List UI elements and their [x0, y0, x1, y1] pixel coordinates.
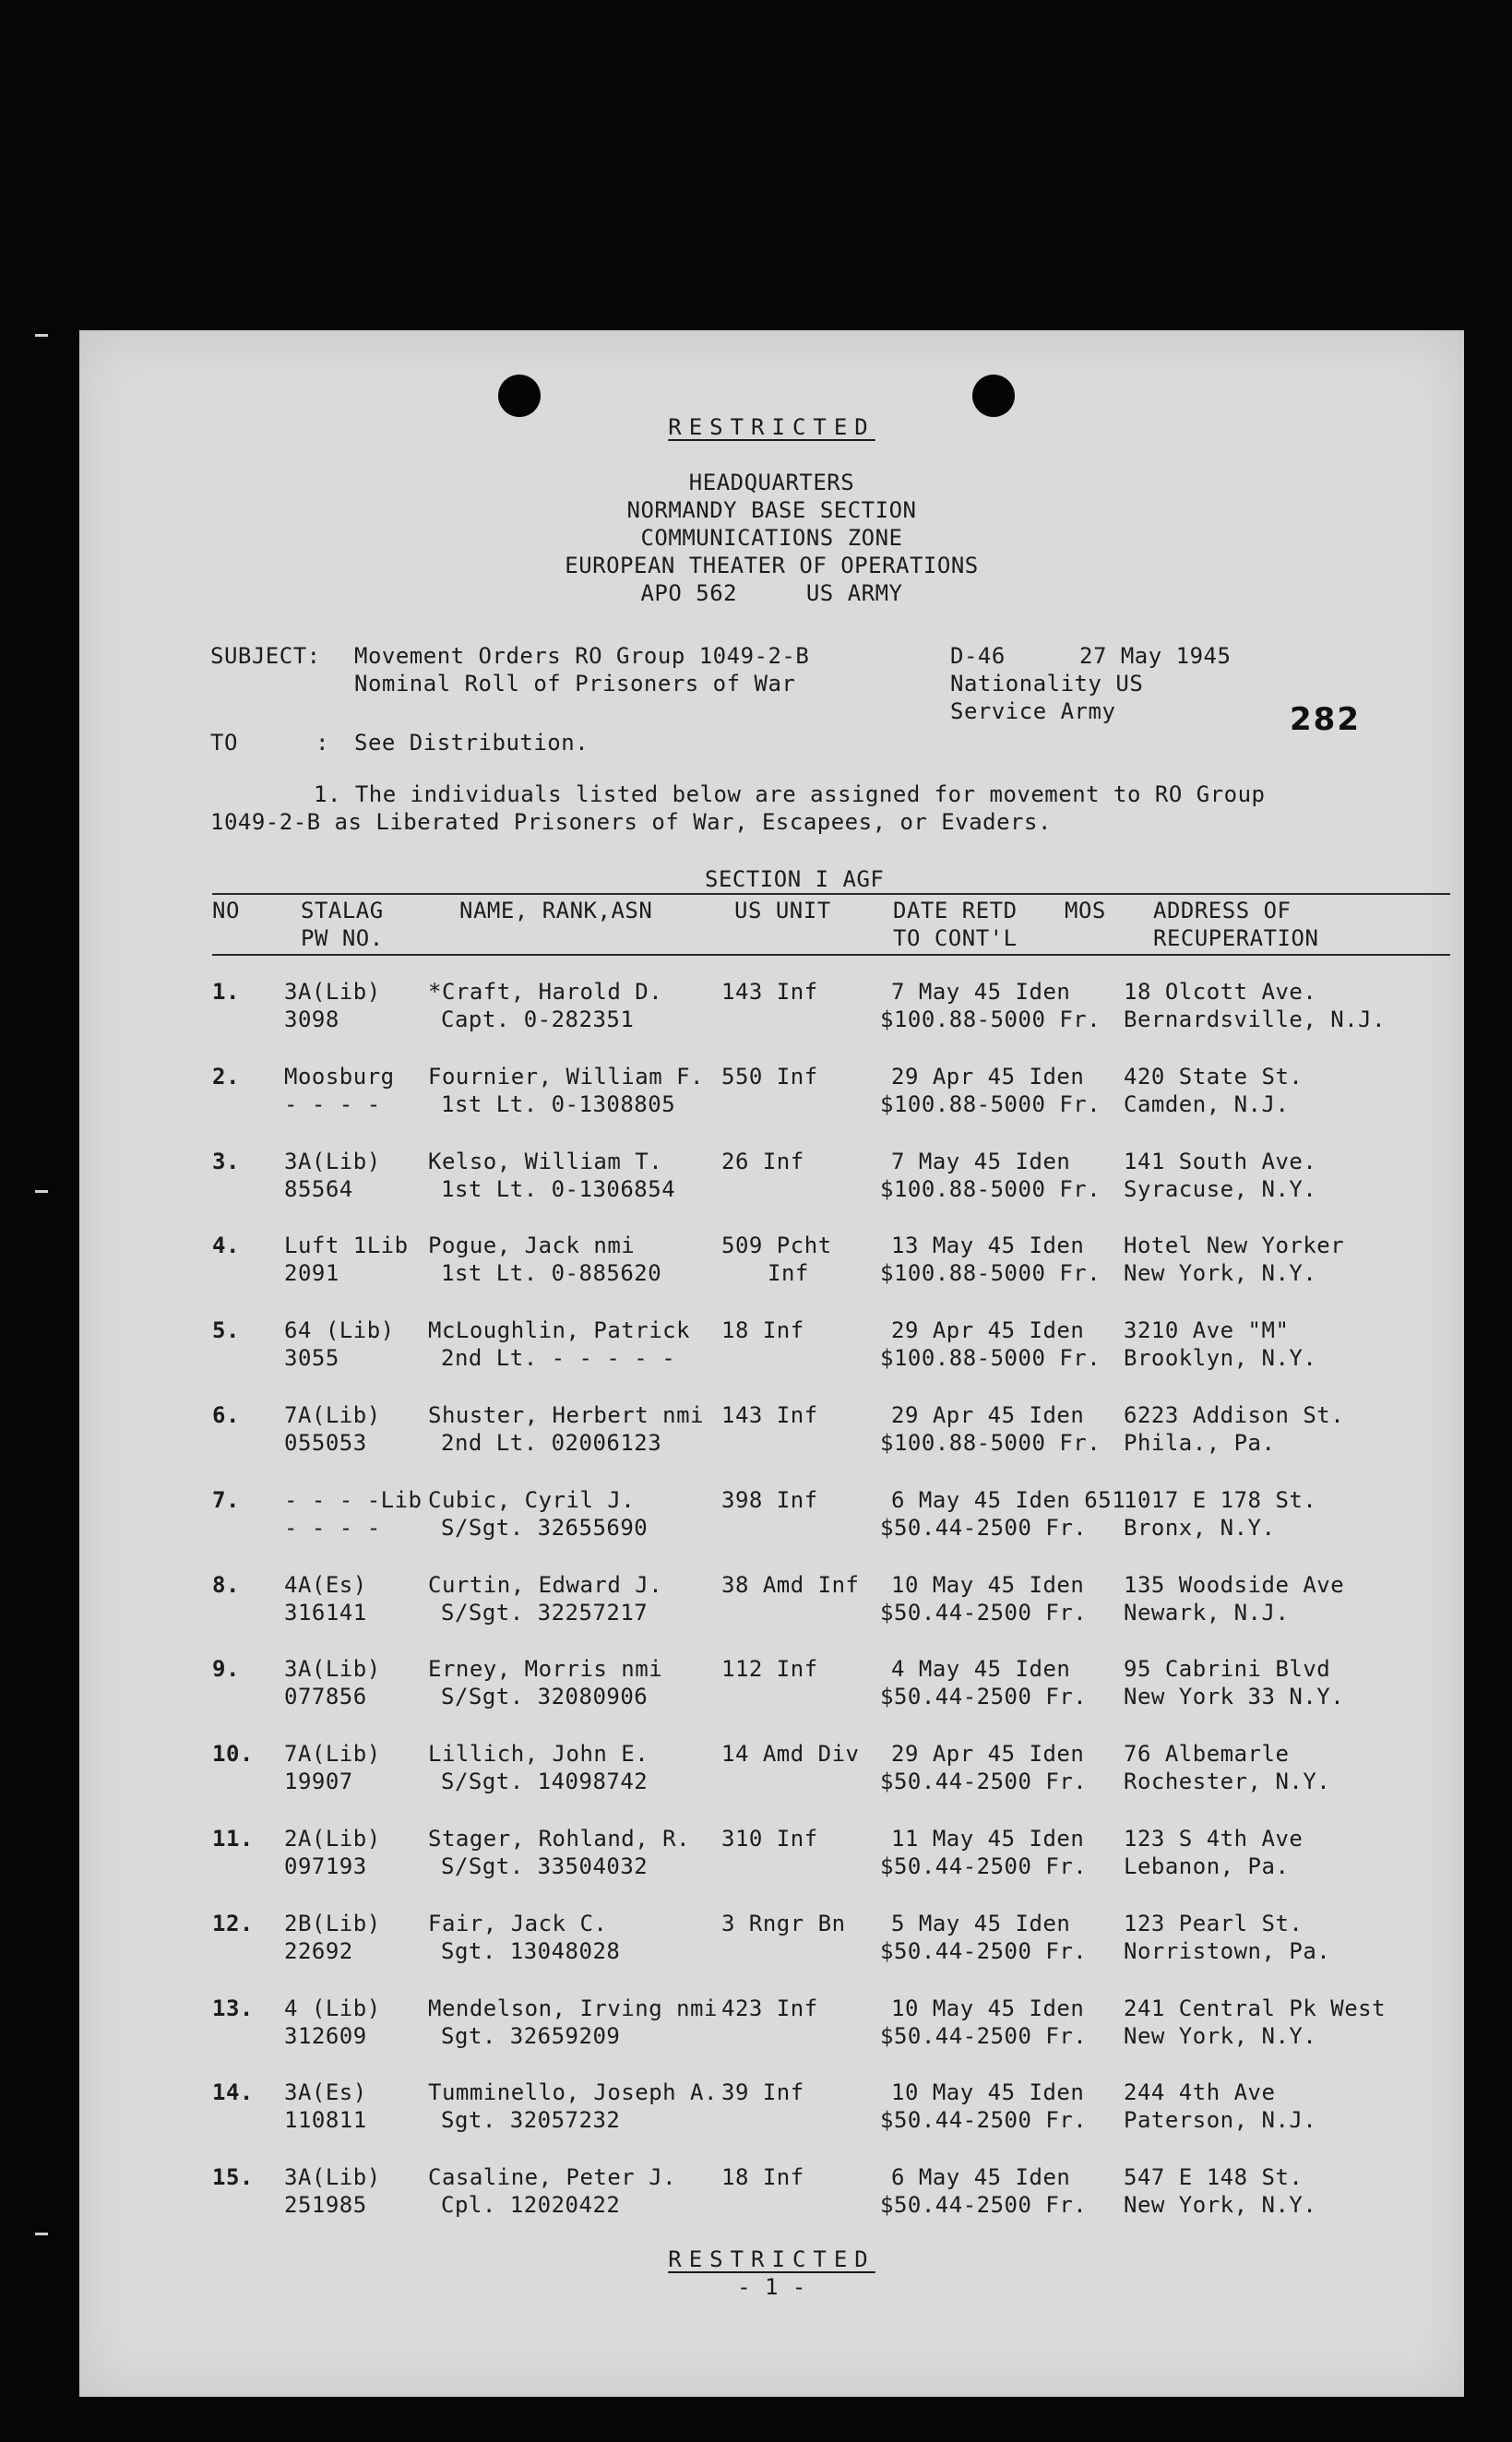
row-rank-asn: 1st Lt. 0-1306854: [441, 1176, 676, 1202]
row-rank-asn: 1st Lt. 0-1308805: [441, 1091, 676, 1117]
row-stalag: 2A(Lib): [284, 1826, 381, 1852]
row-unit: 398 Inf: [721, 1487, 818, 1513]
row-pw-number: 055053: [284, 1430, 367, 1456]
row-number: 2.: [212, 1064, 240, 1090]
row-address-1: 76 Albemarle: [1124, 1741, 1290, 1767]
row-number: 6.: [212, 1402, 240, 1428]
row-address-2: Paterson, N.J.: [1124, 2107, 1317, 2133]
column-name: NAME, RANK,ASN: [459, 898, 653, 923]
row-pw-number: - - - -: [284, 1091, 381, 1117]
row-unit: 38 Amd Inf: [721, 1572, 860, 1598]
row-payment: $50.44-2500 Fr.: [880, 1600, 1088, 1626]
row-date-returned: 29 Apr 45 Iden: [891, 1064, 1085, 1090]
row-address-1: 135 Woodside Ave: [1124, 1572, 1345, 1598]
row-address-2: Newark, N.J.: [1124, 1600, 1290, 1626]
punch-hole-right: [972, 375, 1015, 417]
row-pw-number: 3098: [284, 1007, 339, 1032]
row-rank-asn: S/Sgt. 32655690: [441, 1515, 649, 1541]
subject-label: SUBJECT:: [210, 643, 321, 669]
row-date-returned: 5 May 45 Iden: [891, 1911, 1071, 1936]
row-address-2: Bernardsville, N.J.: [1124, 1007, 1387, 1032]
table-top-rule: [212, 893, 1450, 895]
row-rank-asn: 2nd Lt. 02006123: [441, 1430, 662, 1456]
subject-line-1: Movement Orders RO Group 1049-2-B: [354, 643, 810, 669]
row-address-2: Norristown, Pa.: [1124, 1938, 1331, 1964]
classification-top: RESTRICTED: [668, 414, 875, 440]
row-payment: $50.44-2500 Fr.: [880, 1769, 1088, 1794]
row-name: Kelso, William T.: [428, 1149, 663, 1174]
row-stalag: 64 (Lib): [284, 1317, 395, 1343]
subject-line-2: Nominal Roll of Prisoners of War: [354, 671, 796, 697]
row-date-returned: 4 May 45 Iden: [891, 1656, 1071, 1682]
to-colon: :: [315, 730, 329, 756]
row-number: 13.: [212, 1995, 254, 2021]
column-address: ADDRESS OF: [1153, 898, 1292, 923]
hq-line: HEADQUARTERS: [688, 470, 855, 495]
row-rank-asn: Sgt. 32057232: [441, 2107, 621, 2133]
to-value: See Distribution.: [354, 730, 589, 756]
row-name: Fournier, William F.: [428, 1064, 704, 1090]
column-stalag: STALAG: [301, 898, 384, 923]
row-name: Curtin, Edward J.: [428, 1572, 663, 1598]
column-no: NO: [212, 898, 240, 923]
row-rank-asn: S/Sgt. 14098742: [441, 1769, 649, 1794]
row-unit: 3 Rngr Bn: [721, 1911, 846, 1936]
row-pw-number: 077856: [284, 1684, 367, 1709]
row-payment: $100.88-5000 Fr.: [880, 1260, 1101, 1286]
row-name: *Craft, Harold D.: [428, 979, 663, 1005]
row-pw-number: - - - -: [284, 1515, 381, 1541]
row-number: 11.: [212, 1826, 254, 1852]
row-payment: $100.88-5000 Fr.: [880, 1430, 1101, 1456]
row-date-returned: 7 May 45 Iden: [891, 979, 1071, 1005]
row-date-returned: 7 May 45 Iden: [891, 1149, 1071, 1174]
row-payment: $50.44-2500 Fr.: [880, 1853, 1088, 1879]
row-name: Tumminello, Joseph A.: [428, 2079, 718, 2105]
row-address-1: 95 Cabrini Blvd: [1124, 1656, 1331, 1682]
hq-line: COMMUNICATIONS ZONE: [640, 525, 903, 551]
row-stalag: 3A(Lib): [284, 979, 381, 1005]
row-address-2: New York, N.Y.: [1124, 1260, 1317, 1286]
left-margin-tick: [35, 2233, 48, 2235]
row-unit: 143 Inf: [721, 1402, 818, 1428]
column-date-2: TO CONT'L: [893, 925, 1018, 951]
row-number: 14.: [212, 2079, 254, 2105]
row-payment: $100.88-5000 Fr.: [880, 1091, 1101, 1117]
row-number: 15.: [212, 2164, 254, 2190]
row-number: 10.: [212, 1741, 254, 1767]
row-address-1: 141 South Ave.: [1124, 1149, 1317, 1174]
row-pw-number: 22692: [284, 1938, 353, 1964]
row-payment: $50.44-2500 Fr.: [880, 2107, 1088, 2133]
row-unit: 14 Amd Div: [721, 1741, 860, 1767]
row-unit: 39 Inf: [721, 2079, 804, 2105]
row-payment: $100.88-5000 Fr.: [880, 1007, 1101, 1032]
row-rank-asn: S/Sgt. 32257217: [441, 1600, 649, 1626]
row-payment: $50.44-2500 Fr.: [880, 2023, 1088, 2049]
row-number: 4.: [212, 1233, 240, 1258]
row-unit: 509 Pcht: [721, 1233, 832, 1258]
row-address-1: 6223 Addison St.: [1124, 1402, 1345, 1428]
row-date-returned: 10 May 45 Iden: [891, 1995, 1085, 2021]
row-number: 9.: [212, 1656, 240, 1682]
section-title: SECTION I AGF: [705, 866, 885, 892]
row-unit-cont: Inf: [768, 1260, 809, 1286]
row-stalag: Moosburg: [284, 1064, 395, 1090]
row-address-1: 420 State St.: [1124, 1064, 1304, 1090]
row-date-returned: 13 May 45 Iden: [891, 1233, 1085, 1258]
row-name: Shuster, Herbert nmi: [428, 1402, 704, 1428]
row-address-1: Hotel New Yorker: [1124, 1233, 1345, 1258]
row-address-2: Syracuse, N.Y.: [1124, 1176, 1317, 1202]
row-name: Pogue, Jack nmi: [428, 1233, 636, 1258]
row-address-1: 1017 E 178 St.: [1124, 1487, 1317, 1513]
row-unit: 18 Inf: [721, 2164, 804, 2190]
row-number: 1.: [212, 979, 240, 1005]
row-rank-asn: Cpl. 12020422: [441, 2192, 621, 2218]
to-label: TO: [210, 730, 238, 756]
left-margin-tick: [35, 334, 48, 337]
row-pw-number: 2091: [284, 1260, 339, 1286]
document-page: [79, 330, 1464, 2397]
row-pw-number: 3055: [284, 1345, 339, 1371]
row-number: 8.: [212, 1572, 240, 1598]
row-name: McLoughlin, Patrick: [428, 1317, 691, 1343]
table-header-rule: [212, 954, 1450, 956]
row-name: Stager, Rohland, R.: [428, 1826, 691, 1852]
row-pw-number: 110811: [284, 2107, 367, 2133]
row-pw-number: 097193: [284, 1853, 367, 1879]
row-address-1: 123 Pearl St.: [1124, 1911, 1304, 1936]
row-unit: 423 Inf: [721, 1995, 818, 2021]
column-pw-no: PW NO.: [301, 925, 384, 951]
row-address-2: New York, N.Y.: [1124, 2192, 1317, 2218]
row-unit: 112 Inf: [721, 1656, 818, 1682]
hq-line: APO 562 US ARMY: [640, 580, 903, 606]
row-pw-number: 316141: [284, 1600, 367, 1626]
row-address-1: 3210 Ave "M": [1124, 1317, 1290, 1343]
row-stalag: Luft 1Lib: [284, 1233, 409, 1258]
row-address-1: 244 4th Ave: [1124, 2079, 1276, 2105]
row-pw-number: 251985: [284, 2192, 367, 2218]
row-number: 5.: [212, 1317, 240, 1343]
row-date-returned: 10 May 45 Iden: [891, 2079, 1085, 2105]
row-payment: $50.44-2500 Fr.: [880, 1938, 1088, 1964]
row-pw-number: 85564: [284, 1176, 353, 1202]
row-unit: 143 Inf: [721, 979, 818, 1005]
row-address-1: 123 S 4th Ave: [1124, 1826, 1304, 1852]
row-rank-asn: Capt. 0-282351: [441, 1007, 635, 1032]
paragraph-line-1: 1. The individuals listed below are assigned for movement to RO Group: [314, 781, 1266, 807]
paragraph-line-2: 1049-2-B as Liberated Prisoners of War, Escapees, or Evaders.: [210, 809, 1052, 835]
row-number: 3.: [212, 1149, 240, 1174]
row-address-1: 241 Central Pk West: [1124, 1995, 1387, 2021]
row-stalag: - - - -Lib: [284, 1487, 423, 1513]
column-unit: US UNIT: [734, 898, 831, 923]
row-stalag: 3A(Lib): [284, 2164, 381, 2190]
row-address-2: Camden, N.J.: [1124, 1091, 1290, 1117]
row-address-2: New York 33 N.Y.: [1124, 1684, 1345, 1709]
row-pw-number: 312609: [284, 2023, 367, 2049]
row-address-1: 18 Olcott Ave.: [1124, 979, 1317, 1005]
stamped-page-number: 282: [1290, 701, 1361, 738]
row-rank-asn: Sgt. 13048028: [441, 1938, 621, 1964]
row-stalag: 2B(Lib): [284, 1911, 381, 1936]
row-name: Fair, Jack C.: [428, 1911, 608, 1936]
punch-hole-left: [498, 375, 541, 417]
row-name: Cubic, Cyril J.: [428, 1487, 636, 1513]
row-payment: $50.44-2500 Fr.: [880, 1684, 1088, 1709]
row-date-returned: 29 Apr 45 Iden: [891, 1317, 1085, 1343]
row-date-returned: 6 May 45 Iden: [891, 2164, 1071, 2190]
row-stalag: 3A(Lib): [284, 1656, 381, 1682]
document-date: 27 May 1945: [1079, 643, 1232, 669]
row-address-2: Lebanon, Pa.: [1124, 1853, 1290, 1879]
row-date-returned: 6 May 45 Iden 651: [891, 1487, 1126, 1513]
row-name: Casaline, Peter J.: [428, 2164, 677, 2190]
row-payment: $100.88-5000 Fr.: [880, 1176, 1101, 1202]
column-date: DATE RETD: [893, 898, 1018, 923]
row-address-2: Phila., Pa.: [1124, 1430, 1276, 1456]
column-mos: MOS: [1065, 898, 1106, 923]
row-date-returned: 29 Apr 45 Iden: [891, 1402, 1085, 1428]
row-stalag: 3A(Lib): [284, 1149, 381, 1174]
hq-line: NORMANDY BASE SECTION: [626, 497, 917, 523]
row-stalag: 4 (Lib): [284, 1995, 381, 2021]
row-rank-asn: 1st Lt. 0-885620: [441, 1260, 662, 1286]
row-address-2: New York, N.Y.: [1124, 2023, 1317, 2049]
row-stalag: 4A(Es): [284, 1572, 367, 1598]
column-address-2: RECUPERATION: [1153, 925, 1319, 951]
row-payment: $50.44-2500 Fr.: [880, 2192, 1088, 2218]
row-date-returned: 11 May 45 Iden: [891, 1826, 1085, 1852]
row-address-2: Rochester, N.Y.: [1124, 1769, 1331, 1794]
page-footer-number: - 1 -: [737, 2274, 806, 2300]
classification-bottom: RESTRICTED: [668, 2246, 875, 2272]
row-name: Mendelson, Irving nmi: [428, 1995, 718, 2021]
row-pw-number: 19907: [284, 1769, 353, 1794]
row-number: 12.: [212, 1911, 254, 1936]
service: Service Army: [950, 698, 1116, 724]
left-margin-tick: [35, 1190, 48, 1193]
row-address-2: Brooklyn, N.Y.: [1124, 1345, 1317, 1371]
row-payment: $50.44-2500 Fr.: [880, 1515, 1088, 1541]
row-name: Erney, Morris nmi: [428, 1656, 663, 1682]
row-address-1: 547 E 148 St.: [1124, 2164, 1304, 2190]
row-date-returned: 10 May 45 Iden: [891, 1572, 1085, 1598]
row-rank-asn: S/Sgt. 33504032: [441, 1853, 649, 1879]
row-stalag: 7A(Lib): [284, 1402, 381, 1428]
row-unit: 310 Inf: [721, 1826, 818, 1852]
row-name: Lillich, John E.: [428, 1741, 649, 1767]
hq-line: EUROPEAN THEATER OF OPERATIONS: [565, 553, 979, 578]
row-rank-asn: 2nd Lt. - - - - -: [441, 1345, 676, 1371]
row-unit: 26 Inf: [721, 1149, 804, 1174]
row-stalag: 7A(Lib): [284, 1741, 381, 1767]
row-rank-asn: Sgt. 32659209: [441, 2023, 621, 2049]
row-rank-asn: S/Sgt. 32080906: [441, 1684, 649, 1709]
row-unit: 18 Inf: [721, 1317, 804, 1343]
row-number: 7.: [212, 1487, 240, 1513]
row-date-returned: 29 Apr 45 Iden: [891, 1741, 1085, 1767]
row-unit: 550 Inf: [721, 1064, 818, 1090]
row-payment: $100.88-5000 Fr.: [880, 1345, 1101, 1371]
nationality: Nationality US: [950, 671, 1144, 697]
row-address-2: Bronx, N.Y.: [1124, 1515, 1276, 1541]
reference-code: D-46: [950, 643, 1006, 669]
row-stalag: 3A(Es): [284, 2079, 367, 2105]
